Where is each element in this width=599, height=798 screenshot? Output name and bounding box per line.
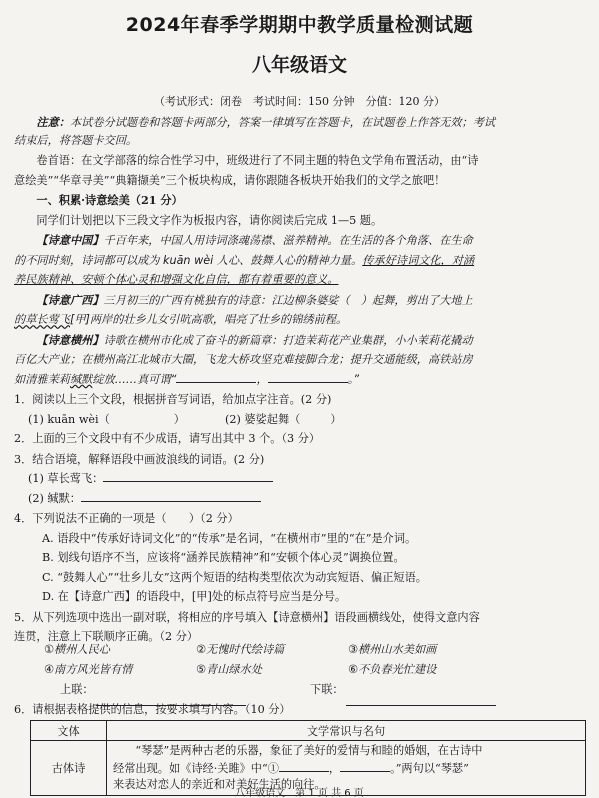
passage-guangxi-line-2: 的草长莺飞[甲]两岸的壮乡儿女引吭高歌，唱亮了壮乡的锦绣前程。	[14, 313, 348, 327]
passage-china-tag: 【诗意中国】	[36, 234, 104, 248]
passage-guangxi-line-1: 【诗意广西】三月初三的广西有桃独有的诗意：江边柳条婆娑（ ）起舞，剪出了大地上	[36, 293, 473, 307]
question-1-items: (1) kuān wèi（ ） (2) 婆娑起舞（ ）	[14, 409, 586, 431]
q5-option-3: ③横州山水美如画	[348, 643, 437, 656]
notice-line-1: 注意：本试卷分试题卷和答题卡两部分，答案一律填写在答题卡，在试题卷上作答无效；考试	[36, 116, 496, 129]
table-cell-content	[107, 741, 586, 796]
table-header-content: 文学常识与名句	[107, 721, 586, 741]
question-3-stem: 3．结合语境，解释语段中画波浪线的词语。(2 分)	[14, 452, 265, 466]
question-5-stem-2: 连贯，注意上下联顺序正确。（2 分）	[14, 630, 199, 644]
page-footer: 八年级语文 第 1 页 共 6 页	[235, 788, 364, 798]
question-5-stem-1: 5．从下列选项中选出一副对联，将相应的序号填入【诗意横州】语段画横线处，使得文意内容	[14, 610, 480, 624]
preface-line-1: 卷首语：在文学部落的综合性学习中，班级进行了不同主题的特色文学角布置活动，由“诗	[36, 154, 479, 168]
passage-guangxi-tag: 【诗意广西】	[36, 293, 104, 307]
passage-china-line-1: 【诗意中国】千百年来，中国人用诗词涤魂荡襟、滋养精神。在生活的各个角落、在生命	[36, 234, 473, 248]
q5-option-4: ④南方风光皆有情	[44, 663, 133, 676]
exam-title: 2024年春季学期期中教学质量检测试题	[125, 14, 474, 36]
q5-upper-label: 上联：	[60, 683, 94, 696]
wavy-word-jianmo: 缄默	[69, 372, 93, 386]
section-1-intro: 同学们计划把以下三段文字作为板报内容，请你阅读后完成 1—5 题。	[36, 213, 383, 227]
passage-hengzhou-line-2: 百亿大产业；在横州高江北城市大圈，飞龙大桥攻坚克难接脚合龙；提升交通能级，高铁站房	[14, 353, 473, 367]
exam-info: （考试形式：闭卷 考试时间：150 分钟 分值：120 分）	[154, 95, 445, 108]
question-2-stem: 2．上面的三个文段中有不少成语，请写出其中 3 个。（3 分）	[14, 432, 321, 446]
table-line-2: 经常出现。如《诗经·关雎》中“① ， 。”两句以“琴瑟”	[113, 759, 579, 777]
table-line-1: “琴瑟”是两种古老的乐器，象征了美好的爱情与和睦的婚姻，在古诗中	[135, 744, 483, 757]
q5-lower-answer[interactable]	[346, 693, 496, 706]
literature-table	[30, 720, 586, 796]
poem-blank-1[interactable]	[279, 759, 329, 772]
question-4-option-b: B. 划线句语序不当，应该将“涵养民族精神”和“安顿个体心灵”调换位置。	[42, 551, 405, 565]
question-4-option-a: A. 语段中“传承好诗词文化”的“传承”是名词，“在横州市”里的“在”是介词。	[42, 531, 417, 545]
table-cell-genre: 古体诗	[31, 741, 107, 796]
underlined-sentence: 传承好诗词文化，对涵	[362, 253, 475, 267]
section-1-title: 一、积累·诗意绘美（21 分）	[36, 193, 183, 208]
question-4-stem: 4．下列说法不正确的一项是（ ）（2 分）	[14, 512, 239, 526]
q5-option-5: ⑤青山绿水处	[196, 663, 262, 676]
q5-option-6: ⑥不负春光忙建设	[348, 663, 437, 676]
passage-china-line-2: 的不同时刻，诗词都可以成为 kuān wèi 人心、鼓舞人心的精神力量。传承好诗词文化，对涵	[14, 253, 475, 267]
question-4-option-d: D. 在【诗意广西】的语段中，[甲]处的标点符号应当是分号。	[42, 590, 347, 604]
q5-option-2: ②无愧时代绘诗篇	[196, 643, 285, 656]
passage-hengzhou-line-1: 【诗意横州】诗歌在横州市化成了奋斗的新篇章：打造茉莉花产业集群，小小茉莉花撬动	[36, 333, 473, 347]
question-1-stem: 1．阅读以上三个文段，根据拼音写词语，给加点字注音。(2 分)	[14, 393, 332, 407]
question-6-stem: 6．请根据表格提供的信息，按要求填写内容。（10 分）	[14, 703, 291, 716]
passage-china-line-3: 养民族精神、安顿个体心灵和增强文化自信，都有着重要的意义。	[14, 273, 339, 287]
table-line-3: 来表达对恋人的亲近和对美好生活的向往。	[113, 778, 326, 791]
question-3b: (2) 缄默：	[14, 488, 586, 510]
table-header-row	[31, 721, 586, 741]
q5-lower-label: 下联：	[310, 683, 344, 696]
question-3a: (1) 草长莺飞：	[14, 468, 586, 490]
table-header-genre: 文体	[31, 721, 107, 741]
table-row	[31, 741, 586, 796]
poem-blank-2[interactable]	[340, 759, 390, 772]
q5-option-1: ①横州人民心	[44, 643, 110, 656]
preface-line-2: 意绘美”“华章寻美”“典籍撷美”三个板块构成，请你跟随各板块开始我们的文学之旅吧！	[14, 173, 446, 187]
question-4-option-c: C. “鼓舞人心”“壮乡儿女”这两个短语的结构类型依次为动宾短语、偏正短语。	[42, 570, 427, 584]
exam-subject: 八年级语文	[251, 54, 347, 76]
passage-hengzhou-tag: 【诗意横州】	[36, 333, 104, 347]
wavy-word-caozhang: 的草长莺飞	[14, 313, 70, 327]
passage-hengzhou-line-3: 如清雅茉莉缄默绽放……真可谓“ ， 。”	[14, 369, 586, 391]
notice-label: 注意：	[36, 116, 70, 129]
notice-line-2: 结束后，将答题卡交回。	[14, 133, 138, 147]
